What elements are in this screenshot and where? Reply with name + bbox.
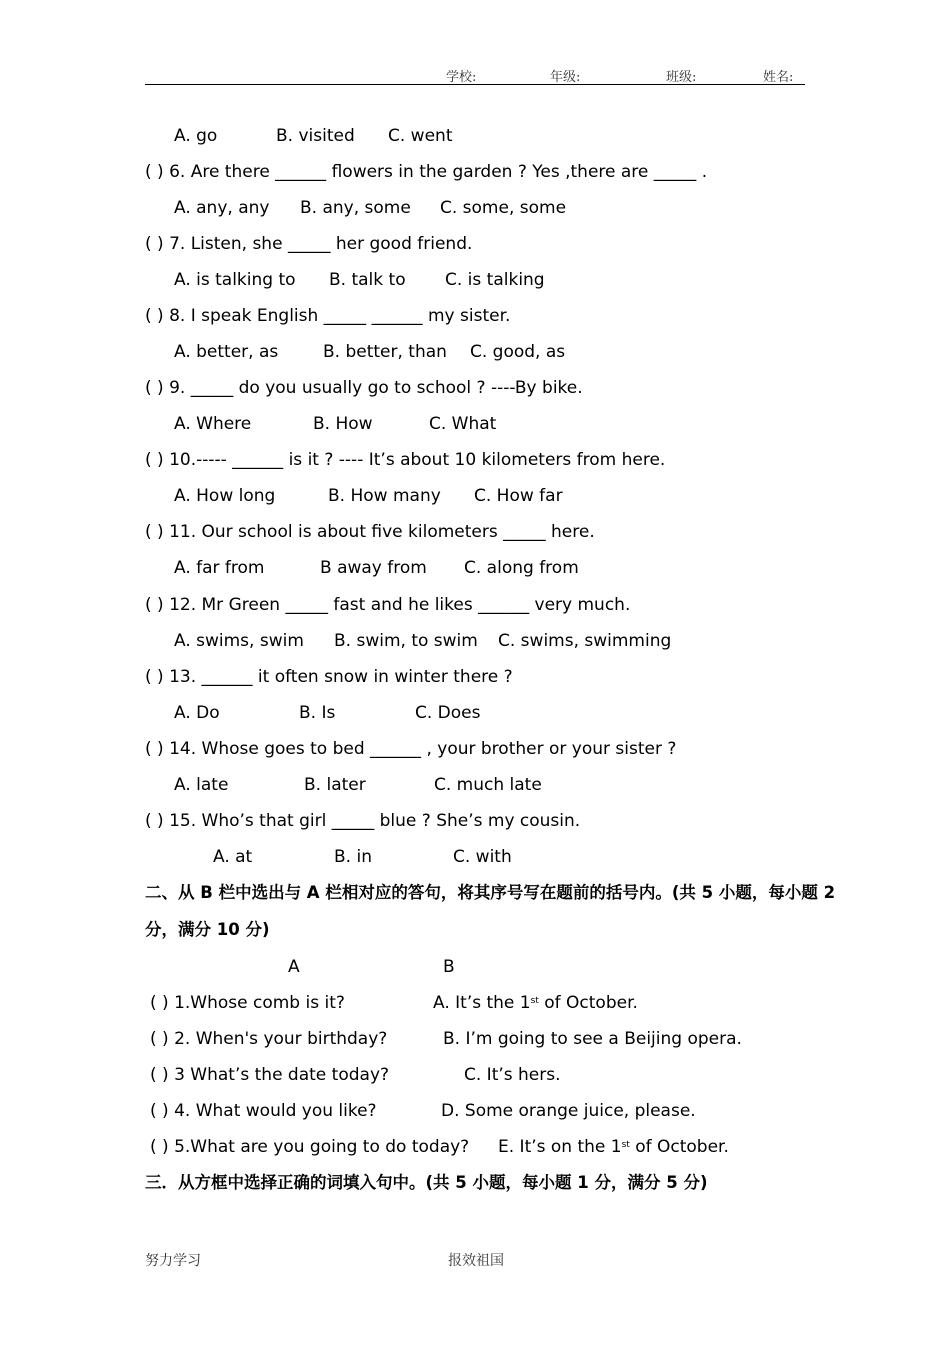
q11-option-b: B away from	[320, 558, 427, 578]
q13-option-a: A. Do	[174, 703, 220, 723]
question-10: ( ) 10.----- ______ is it ? ---- It’s about 10 kilometers from here.	[145, 450, 666, 470]
question-8: ( ) 8. I speak English _____ ______ my sister.	[145, 306, 511, 326]
question-14: ( ) 14. Whose goes to bed ______ , your brother or your sister ?	[145, 739, 677, 759]
footer-center: 报效祖国	[448, 1253, 504, 1269]
q15-option-c: C. with	[453, 847, 512, 867]
q13-option-b: B. Is	[299, 703, 336, 723]
q10-option-b: B. How many	[328, 486, 441, 506]
q5-option-a: A. go	[174, 126, 218, 146]
q12-option-c: C. swims, swimming	[498, 631, 672, 651]
q9-option-b: B. How	[313, 414, 373, 434]
match-answer-b: B. I’m going to see a Beijing opera.	[443, 1029, 742, 1049]
q6-option-a: A. any, any	[174, 198, 270, 218]
question-15: ( ) 15. Who’s that girl _____ blue ? She’s my cousin.	[145, 811, 581, 831]
q5-option-c: C. went	[388, 126, 453, 146]
column-a-header: A	[288, 957, 300, 977]
q8-option-b: B. better, than	[323, 342, 447, 362]
q15-option-a: A. at	[213, 847, 253, 867]
name-label: 姓名:	[763, 70, 794, 85]
q10-option-c: C. How far	[474, 486, 563, 506]
question-7: ( ) 7. Listen, she _____ her good friend.	[145, 234, 473, 254]
q12-option-a: A. swims, swim	[174, 631, 304, 651]
match-question-1: ( ) 1.Whose comb is it?	[150, 993, 345, 1013]
q7-option-a: A. is talking to	[174, 270, 296, 290]
match-answer-a: A. It’s the 1st of October.	[433, 993, 638, 1013]
match-question-4: ( ) 4. What would you like?	[150, 1101, 377, 1121]
q14-option-a: A. late	[174, 775, 229, 795]
q8-option-a: A. better, as	[174, 342, 279, 362]
question-6: ( ) 6. Are there ______ flowers in the garden ? Yes ,there are _____ .	[145, 162, 708, 182]
footer-left: 努力学习	[145, 1253, 201, 1269]
q6-option-c: C. some, some	[440, 198, 567, 218]
q6-option-b: B. any, some	[300, 198, 411, 218]
match-answer-c: C. It’s hers.	[464, 1065, 561, 1085]
q13-option-c: C. Does	[415, 703, 481, 723]
grade-label: 年级:	[550, 70, 581, 85]
q12-option-b: B. swim, to swim	[334, 631, 478, 651]
q7-option-c: C. is talking	[445, 270, 545, 290]
match-question-5: ( ) 5.What are you going to do today?	[150, 1137, 470, 1157]
q7-option-b: B. talk to	[329, 270, 406, 290]
q9-option-c: C. What	[429, 414, 497, 434]
match-question-3: ( ) 3 What’s the date today?	[150, 1065, 390, 1085]
question-11: ( ) 11. Our school is about five kilometers _____ here.	[145, 522, 595, 542]
column-b-header: B	[443, 957, 455, 977]
q10-option-a: A. How long	[174, 486, 276, 506]
school-label: 学校:	[446, 70, 477, 85]
match-question-2: ( ) 2. When's your birthday?	[150, 1029, 388, 1049]
q11-option-a: A. far from	[174, 558, 265, 578]
match-answer-d: D. Some orange juice, please.	[441, 1101, 696, 1121]
match-answer-e: E. It’s on the 1st of October.	[498, 1137, 729, 1157]
q9-option-a: A. Where	[174, 414, 252, 434]
q8-option-c: C. good, as	[470, 342, 566, 362]
q5-option-b: B. visited	[276, 126, 355, 146]
class-label: 班级:	[666, 70, 697, 85]
section2-title-line1: 二、从 B 栏中选出与 A 栏相对应的答句，将其序号写在题前的括号内。(共 5 小题，每小题 2	[145, 883, 836, 902]
q14-option-b: B. later	[304, 775, 366, 795]
section2-title-line2: 分，满分 10 分)	[145, 920, 270, 939]
question-9: ( ) 9. _____ do you usually go to school ? ----By bike.	[145, 378, 583, 398]
header-rule	[145, 84, 805, 85]
question-12: ( ) 12. Mr Green _____ fast and he likes ______ very much.	[145, 595, 631, 615]
q14-option-c: C. much late	[434, 775, 542, 795]
q15-option-b: B. in	[334, 847, 372, 867]
q11-option-c: C. along from	[464, 558, 579, 578]
section3-title: 三．从方框中选择正确的词填入句中。(共 5 小题，每小题 1 分，满分 5 分)	[145, 1173, 708, 1192]
question-13: ( ) 13. ______ it often snow in winter there ?	[145, 667, 513, 687]
